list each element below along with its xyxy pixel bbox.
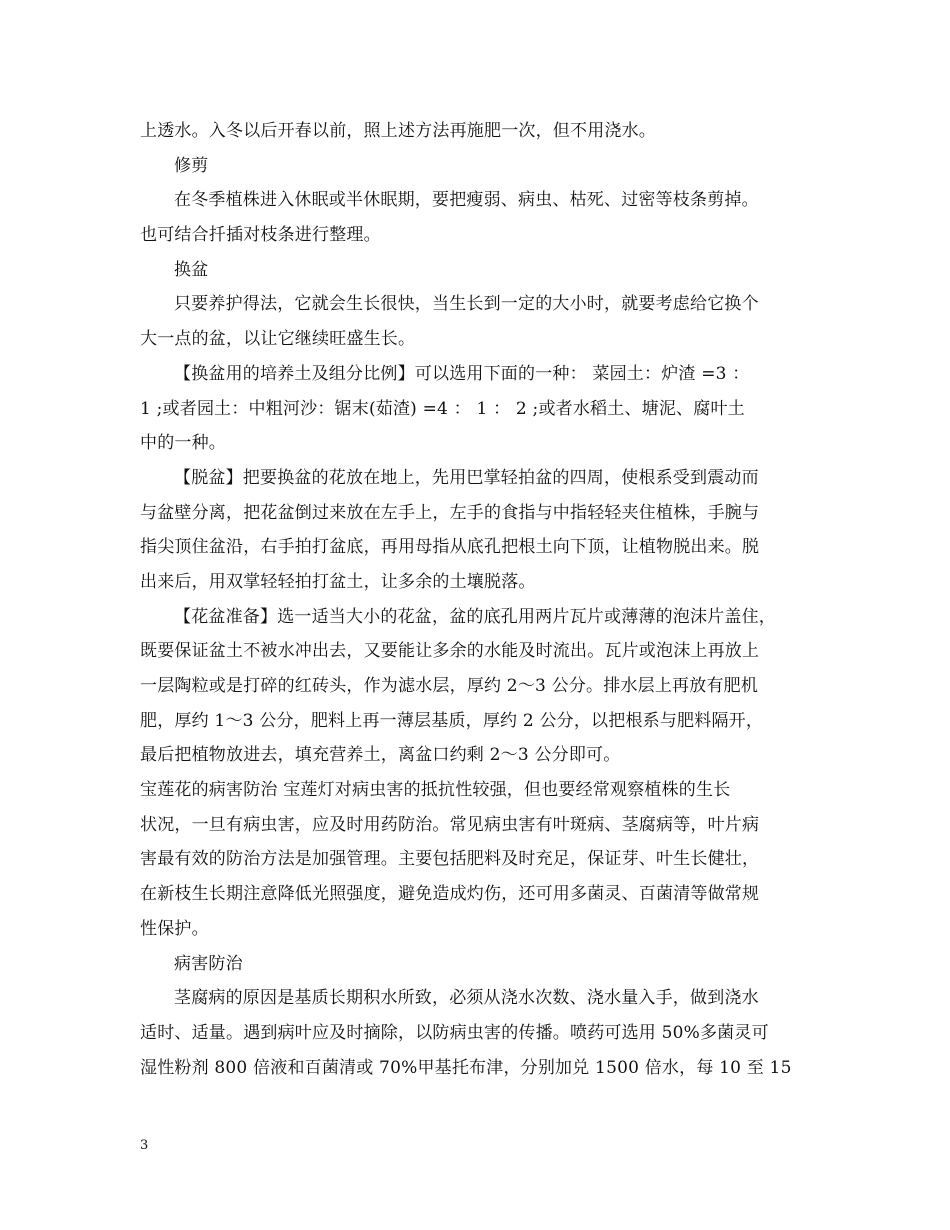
text-line: 肥，厚约 1～3 公分，肥料上再一薄层基质，厚约 2 公分，以把根系与肥料隔开，: [140, 710, 764, 731]
text-line: 性保护。: [140, 918, 209, 939]
text-line: 适时、适量。遇到病叶应及时摘除，以防病虫害的传播。喷药可选用 50%多菌灵可: [140, 1022, 769, 1043]
text-line: 指尖顶住盆沿，右手拍打盆底，再用母指从底孔把根土向下顶，让植物脱出来。脱: [140, 537, 760, 558]
text-line: 上透水。入冬以后开春以前，照上述方法再施肥一次，但不用浇水。: [140, 121, 656, 141]
text-line: 既要保证盆土不被水冲出去，又要能让多余的水能及时流出。瓦片或泡沫上再放上: [140, 641, 760, 662]
text-line: 只要养护得法，它就会生长很快，当生长到一定的大小时，就要考虑给它换个: [174, 294, 759, 315]
text-line: 害最有效的防治方法是加强管理。主要包括肥料及时充足，保证芽、叶生长健壮，: [140, 849, 760, 870]
text-line: 【脱盆】把要换盆的花放在地上，先用巴掌轻拍盆的四周，使根系受到震动而: [174, 467, 759, 488]
text-line: 湿性粉剂 800 倍液和百菌清或 70%甲基托布津，分别加兑 1500 倍水，每 10 至 15: [140, 1057, 792, 1078]
text-line: 换盆: [174, 259, 209, 280]
text-line: 状况，一旦有病虫害，应及时用药防治。常见病虫害有叶斑病、茎腐病等，叶片病: [140, 814, 760, 835]
text-line: 茎腐病的原因是基质长期积水所致，必须从浇水次数、浇水量入手，做到浇水: [174, 988, 759, 1009]
document-body: [140, 114, 830, 1085]
text-line: 大一点的盆，以让它继续旺盛生长。: [140, 329, 416, 350]
text-line: 病害防治: [174, 953, 243, 974]
text-line: 中的一种。: [140, 433, 226, 454]
text-line: 宝莲花的病害防治 宝莲灯对病虫害的抵抗性较强，但也要经常观察植株的生长: [140, 780, 731, 801]
text-line: 最后把植物放进去，填充营养土，离盆口约剩 2～3 公分即可。: [140, 745, 621, 766]
text-line: 修剪: [174, 155, 209, 176]
text-line: 一层陶粒或是打碎的红砖头，作为滤水层，厚约 2～3 公分。排水层上再放有肥机: [140, 676, 759, 696]
text-line: 1 ;或者园土：中粗河沙：锯末(茹渣) =4 ： 1 ： 2 ;或者水稻土、塘泥、腐叶土: [140, 398, 745, 419]
page-number: 3: [140, 1138, 149, 1153]
text-line: 也可结合扦插对枝条进行整理。: [140, 225, 381, 246]
text-line: 在冬季植株进入休眠或半休眠期，要把瘦弱、病虫、枯死、过密等枝条剪掉。: [174, 190, 759, 211]
text-line: 【换盆用的培养土及组分比例】可以选用下面的一种： 菜园土：炉渣 =3 ：: [174, 363, 750, 384]
text-line: 【花盆准备】选一适当大小的花盆，盆的底孔用两片瓦片或薄薄的泡沫片盖住，: [174, 606, 776, 627]
text-line: 与盆壁分离，把花盆倒过来放在左手上，左手的食指与中指轻轻夹住植株，手腕与: [140, 502, 760, 523]
text-line: 出来后，用双掌轻轻拍打盆土，让多余的土壤脱落。: [140, 571, 536, 592]
text-line: 在新枝生长期注意降低光照强度，避免造成灼伤，还可用多菌灵、百菌清等做常规: [140, 884, 760, 905]
